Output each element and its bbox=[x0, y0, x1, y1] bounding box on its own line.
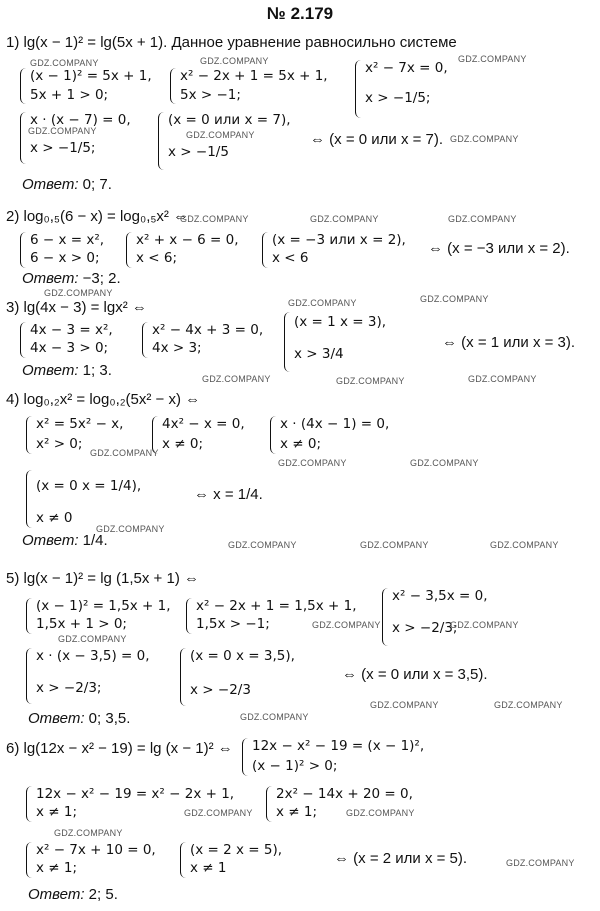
watermark: GDZ.COMPANY bbox=[490, 540, 559, 550]
answer-label: Ответ: bbox=[22, 270, 79, 287]
result: ⇔ (x = 0 или x = 7). bbox=[310, 131, 444, 148]
system-brace bbox=[180, 842, 188, 878]
watermark: GDZ.COMPANY bbox=[310, 214, 379, 224]
system-brace bbox=[20, 232, 28, 268]
watermark: GDZ.COMPANY bbox=[448, 214, 517, 224]
system-line: x > −1/5 bbox=[168, 144, 229, 160]
watermark: GDZ.COMPANY bbox=[54, 828, 123, 838]
system-line: x > −2/3; bbox=[36, 680, 102, 696]
watermark: GDZ.COMPANY bbox=[200, 56, 269, 66]
answer bbox=[28, 710, 130, 727]
answer-label: Ответ: bbox=[28, 710, 85, 727]
watermark: GDZ.COMPANY bbox=[58, 634, 127, 644]
watermark: GDZ.COMPANY bbox=[278, 458, 347, 468]
system-brace bbox=[284, 312, 292, 372]
watermark: GDZ.COMPANY bbox=[506, 858, 575, 868]
system-line: x ≠ 1; bbox=[36, 860, 78, 876]
system-brace bbox=[20, 112, 28, 164]
system-line: (x = 2 x = 5), bbox=[190, 842, 283, 858]
result: ⇔ x = 1/4. bbox=[194, 486, 263, 503]
system-line: x ≠ 1 bbox=[190, 860, 227, 876]
watermark: GDZ.COMPANY bbox=[240, 712, 309, 722]
problem-2-statement: 2) log₀,₅(6 − x) = log₀,₅x² ⇔ bbox=[6, 208, 189, 225]
answer-label: Ответ: bbox=[22, 362, 79, 379]
system-brace bbox=[26, 786, 34, 822]
watermark: GDZ.COMPANY bbox=[450, 134, 519, 144]
system-line: x² − 4x + 3 = 0, bbox=[152, 322, 264, 338]
system-line: 12x − x² − 19 = x² − 2x + 1, bbox=[36, 786, 235, 802]
watermark: GDZ.COMPANY bbox=[360, 540, 429, 550]
watermark: GDZ.COMPANY bbox=[90, 448, 159, 458]
system-brace bbox=[26, 842, 34, 878]
result: ⇔ (x = 1 или x = 3). bbox=[442, 334, 576, 351]
system-line: x ≠ 0; bbox=[280, 436, 322, 452]
system-line: 4x² − x = 0, bbox=[162, 416, 245, 432]
watermark: GDZ.COMPANY bbox=[410, 458, 479, 468]
system-line: x < 6 bbox=[272, 250, 309, 266]
system-brace bbox=[262, 232, 270, 268]
system-line: x > 3/4 bbox=[294, 346, 344, 362]
system-brace bbox=[382, 588, 390, 646]
system-line: 1,5x + 1 > 0; bbox=[36, 616, 127, 632]
system-line: x² − 7x = 0, bbox=[365, 60, 448, 76]
system-line: x² − 2x + 1 = 5x + 1, bbox=[180, 68, 328, 84]
watermark: GDZ.COMPANY bbox=[468, 374, 537, 384]
result: ⇔ (x = 0 или x = 3,5). bbox=[342, 666, 488, 683]
system-line: 5x + 1 > 0; bbox=[30, 87, 109, 103]
watermark: GDZ.COMPANY bbox=[28, 126, 97, 136]
system-brace bbox=[158, 112, 166, 170]
answer bbox=[22, 270, 121, 287]
system-line: x² − 3,5x = 0, bbox=[392, 588, 488, 604]
problem-5-statement: 5) lg(x − 1)² = lg (1,5x + 1) ⇔ bbox=[6, 570, 199, 587]
watermark: GDZ.COMPANY bbox=[228, 540, 297, 550]
system-line: x² = 5x² − x, bbox=[36, 416, 124, 432]
watermark: GDZ.COMPANY bbox=[450, 620, 519, 630]
system-line: x ≠ 0 bbox=[36, 510, 73, 526]
system-line: (x = −3 или x = 2), bbox=[272, 232, 406, 248]
system-line: x² > 0; bbox=[36, 436, 83, 452]
system-line: x > −2/3 bbox=[190, 682, 251, 698]
system-brace bbox=[20, 322, 28, 358]
system-line: (x = 0 x = 3,5), bbox=[190, 648, 295, 664]
system-line: x > −1/5; bbox=[30, 140, 96, 156]
watermark: GDZ.COMPANY bbox=[180, 214, 249, 224]
answer-label: Ответ: bbox=[22, 532, 79, 549]
system-brace bbox=[266, 786, 274, 822]
answer bbox=[28, 886, 118, 903]
watermark: GDZ.COMPANY bbox=[186, 130, 255, 140]
system-line: 12x − x² − 19 = (x − 1)², bbox=[252, 738, 425, 754]
system-brace bbox=[26, 470, 34, 528]
system-brace bbox=[180, 648, 188, 706]
watermark: GDZ.COMPANY bbox=[184, 808, 253, 818]
result: ⇔ (x = 2 или x = 5). bbox=[334, 850, 468, 867]
problem-6-statement: 6) lg(12x − x² − 19) = lg (x − 1)² ⇔ bbox=[6, 740, 233, 757]
system-line: 4x − 3 > 0; bbox=[30, 340, 109, 356]
problem-3-statement: 3) lg(4x − 3) = lgx² ⇔ bbox=[6, 299, 147, 316]
answer-value: 0; 7. bbox=[82, 176, 112, 193]
system-line: (x − 1)² > 0; bbox=[252, 758, 338, 774]
answer-value: −3; 2. bbox=[82, 270, 121, 287]
system-brace bbox=[142, 322, 150, 358]
system-line: x < 6; bbox=[136, 250, 178, 266]
answer bbox=[22, 362, 112, 379]
system-brace bbox=[270, 416, 278, 454]
watermark: GDZ.COMPANY bbox=[370, 700, 439, 710]
watermark: GDZ.COMPANY bbox=[494, 700, 563, 710]
system-line: (x − 1)² = 5x + 1, bbox=[30, 68, 152, 84]
answer-label: Ответ: bbox=[28, 886, 85, 903]
problem-1-statement: 1) lg(x − 1)² = lg(5x + 1). Данное уравнение равносильно системе bbox=[6, 34, 457, 51]
system-brace bbox=[186, 598, 194, 634]
watermark: GDZ.COMPANY bbox=[458, 54, 527, 64]
system-brace bbox=[355, 60, 363, 118]
system-line: x² − 7x + 10 = 0, bbox=[36, 842, 156, 858]
system-line: 6 − x > 0; bbox=[30, 250, 100, 266]
system-brace bbox=[26, 648, 34, 704]
system-line: 2x² − 14x + 20 = 0, bbox=[276, 786, 413, 802]
watermark: GDZ.COMPANY bbox=[312, 620, 381, 630]
answer bbox=[22, 532, 108, 549]
watermark: GDZ.COMPANY bbox=[336, 376, 405, 386]
watermark: GDZ.COMPANY bbox=[420, 294, 489, 304]
system-line: x² + x − 6 = 0, bbox=[136, 232, 239, 248]
system-line: x ≠ 1; bbox=[276, 804, 318, 820]
answer-value: 2; 5. bbox=[88, 886, 118, 903]
system-brace bbox=[242, 738, 250, 776]
watermark: GDZ.COMPANY bbox=[96, 524, 165, 534]
answer-value: 1; 3. bbox=[82, 362, 112, 379]
answer-value: 0; 3,5. bbox=[88, 710, 131, 727]
watermark: GDZ.COMPANY bbox=[346, 808, 415, 818]
system-brace bbox=[26, 598, 34, 634]
system-line: x · (4x − 1) = 0, bbox=[280, 416, 390, 432]
watermark: GDZ.COMPANY bbox=[288, 298, 357, 308]
system-line: 5x > −1; bbox=[180, 87, 241, 103]
system-line: (x − 1)² = 1,5x + 1, bbox=[36, 598, 171, 614]
system-brace bbox=[26, 416, 34, 454]
system-line: (x = 0 или x = 7), bbox=[168, 112, 291, 128]
system-line: 4x − 3 = x², bbox=[30, 322, 113, 338]
system-brace bbox=[126, 232, 134, 268]
system-line: 6 − x = x², bbox=[30, 232, 105, 248]
watermark: GDZ.COMPANY bbox=[202, 374, 271, 384]
system-line: x² − 2x + 1 = 1,5x + 1, bbox=[196, 598, 357, 614]
watermark: GDZ.COMPANY bbox=[30, 58, 99, 68]
system-line: 1,5x > −1; bbox=[196, 616, 270, 632]
problem-4-statement: 4) log₀,₂x² = log₀,₂(5x² − x) ⇔ bbox=[6, 391, 201, 408]
system-line: x · (x − 3,5) = 0, bbox=[36, 648, 150, 664]
system-brace bbox=[20, 68, 28, 104]
answer-label: Ответ: bbox=[22, 176, 79, 193]
system-line: x · (x − 7) = 0, bbox=[30, 112, 131, 128]
system-line: x > −1/5; bbox=[365, 90, 431, 106]
watermark: GDZ.COMPANY bbox=[44, 288, 113, 298]
system-line: (x = 1 x = 3), bbox=[294, 314, 387, 330]
system-line: x > −2/3; bbox=[392, 620, 458, 636]
system-line: 4x > 3; bbox=[152, 340, 202, 356]
system-line: x ≠ 1; bbox=[36, 804, 78, 820]
answer-value: 1/4. bbox=[82, 532, 108, 549]
result: ⇔ (x = −3 или x = 2). bbox=[428, 240, 570, 257]
page-title: № 2.179 bbox=[266, 4, 334, 23]
system-line: x ≠ 0; bbox=[162, 436, 204, 452]
system-line: (x = 0 x = 1/4), bbox=[36, 478, 142, 494]
answer bbox=[22, 176, 112, 193]
system-brace bbox=[170, 68, 178, 104]
